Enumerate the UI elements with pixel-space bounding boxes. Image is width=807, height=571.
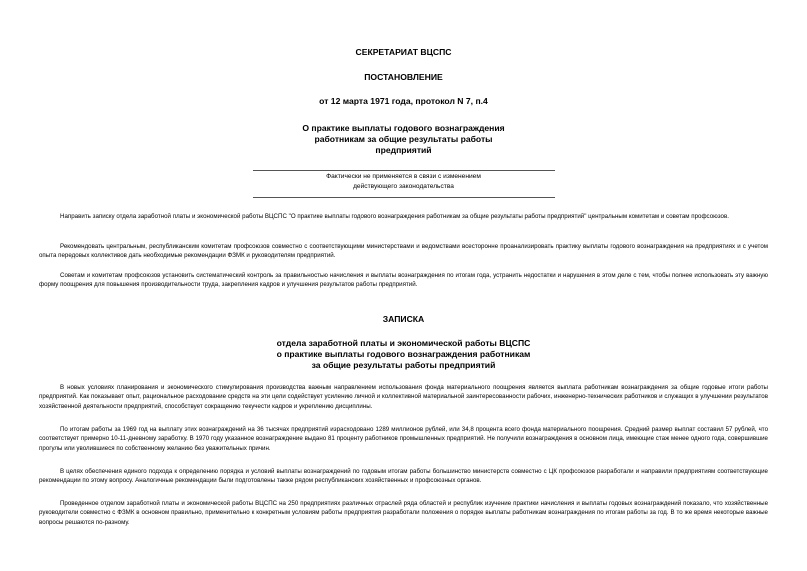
divider-top (253, 170, 555, 171)
resolution-paragraph: Советам и комитетам профсоюзов установить систематический контроль за правильностью начисления и выплаты вознаграждения по итогам года, устранить недостатки и нарушения в этом деле с тем, чтобы полнее использовать эту важную форму поощрения для повышения производительности труда, закрепления кадров и улучшения результатов работы предприятий. (39, 272, 768, 289)
document-type: ПОСТАНОВЛЕНИЕ (364, 72, 443, 82)
resolution-paragraph: Рекомендовать центральным, республиканским комитетам профсоюзов совместно с соответствующими министерствами и ведомствами всесторонне проанализировать практику выплаты годового вознаграждения на предприятиях и с учетом опыта передовых коллективов дать необходимые рекомендации ФЗМК и руководителям предприятий. (39, 243, 768, 260)
memo-subtitle-line: о практике выплаты годового вознаграждения работникам (276, 349, 531, 359)
memo-subtitle-line: за общие результаты работы предприятий (311, 360, 496, 370)
memo-subtitle-line: отдела заработной платы и экономической работы ВЦСПС (276, 338, 531, 348)
document-date-line: от 12 марта 1971 года, протокол N 7, п.4 (319, 96, 488, 106)
status-note-line: действующего законодательства (353, 183, 454, 190)
memo-heading: ЗАПИСКА (382, 314, 425, 324)
issuing-body: СЕКРЕТАРИАТ ВЦСПС (355, 47, 452, 57)
memo-paragraph: В целях обеспечения единого подхода к определению порядка и условий выплаты вознаграждений по годовым итогам работы большинство министерств совместно с ЦК профсоюзов разработали и направили предприятиям соответствующие рекомендации по этому вопросу. Аналогичные рекомендации были подготовлены также рядом республиканских хозяйственных и профсоюзных органов. (39, 468, 768, 485)
memo-paragraph: В новых условиях планирования и экономического стимулирования производства важным направлением использования фонда материального поощрения является выплата работникам вознаграждения за общие годовые итоги работы предприятий. Как показывает опыт, рациональное расходование средств на эти цели содействует усилению личной и коллективной материальной заинтересованности рабочих, инженерно-технических работников и служащих в улучшении результатов хозяйственной деятельности предприятий, способствует сокращению текучести кадров и укреплению дисциплины. (39, 384, 768, 410)
resolution-paragraph: Направить записку отдела заработной платы и экономической работы ВЦСПС "О практике выплаты годового вознаграждения работникам за общие результаты работы предприятий" центральным комитетам и советам профсоюзов. (60, 213, 729, 220)
memo-paragraph: Проведенное отделом заработной платы и экономической работы ВЦСПС на 250 предприятиях различных отраслей ряда областей и республик изучение практики начисления и выплаты годовых вознаграждений показало, что хозяйственные руководители совместно с ФЗМК в основном правильно, применительно к конкретным условиям работы предприятия разработали положения о порядке выплаты работникам вознаграждения по итогам работы за год. В то же время некоторые важные вопросы решаются по-разному. (39, 500, 768, 526)
status-note-line: Фактически не применяется в связи с изменением (326, 173, 481, 180)
document-title-line: предприятий (375, 145, 432, 155)
memo-paragraph: По итогам работы за 1969 год на выплату этих вознаграждений на 36 тысячах предприятий израсходовано 1289 миллионов рублей, или 34,8 процента всего фонда материального поощрения. Средний размер выплат составил 57 рублей, что соответствует примерно 10-11-дневному заработку. В 1970 году указанное вознаграждение выдано 81 проценту работников промышленных предприятий. Не получили вознаграждения в основном лица, имеющие стаж менее одного года, совершившие прогулы или уволившиеся по собственному желанию без уважительных причин. (39, 426, 768, 452)
document-title-line: О практике выплаты годового вознаграждения (302, 123, 505, 133)
divider-bottom (253, 197, 555, 198)
document-title-line: работникам за общие результаты работы (314, 134, 493, 144)
